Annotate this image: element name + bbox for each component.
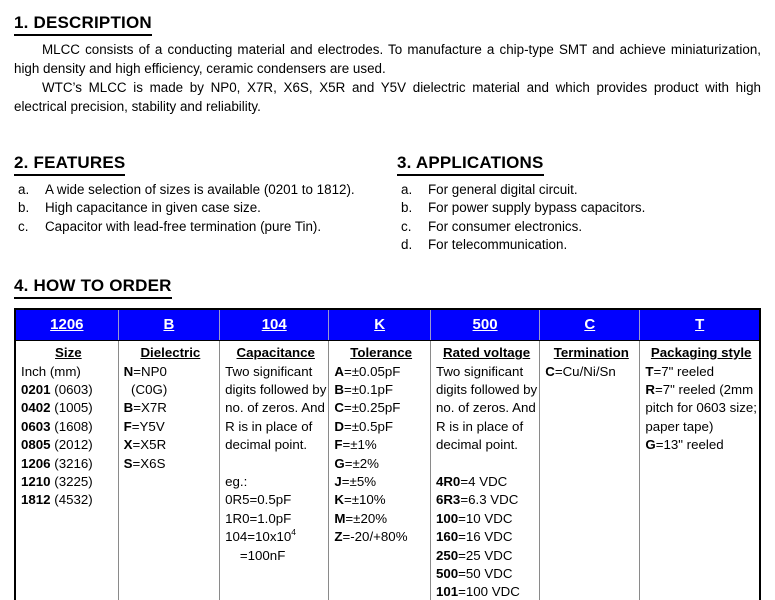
cell-line xyxy=(436,455,537,473)
features-heading-text: 2. FEATURES xyxy=(14,152,125,176)
cell-line xyxy=(21,363,116,381)
text-segment: G xyxy=(334,455,345,471)
column-title xyxy=(225,344,326,362)
list-item-text: Capacitor with lead-free termination (pure Tin). xyxy=(45,218,322,234)
text-segment: =X6S xyxy=(132,455,166,471)
text-segment: N xyxy=(123,363,134,379)
cell-line xyxy=(21,491,116,509)
cell-line xyxy=(645,399,757,417)
text-segment: =X7R xyxy=(133,400,167,416)
text-segment: J xyxy=(334,474,342,490)
order-code-label: 104 xyxy=(261,316,287,334)
list-item xyxy=(401,181,761,199)
column-title xyxy=(645,344,757,362)
cell-line xyxy=(645,418,757,436)
text-segment: =25 VDC xyxy=(458,547,513,563)
text-segment: T xyxy=(645,363,654,379)
column-title xyxy=(334,344,428,362)
cell-line xyxy=(124,418,217,436)
column-title-text: Tolerance xyxy=(350,345,413,361)
text-segment: =7" reeled xyxy=(653,363,715,379)
how-to-order-heading-text: 4. HOW TO ORDER xyxy=(14,275,172,299)
cell-line xyxy=(124,363,217,381)
text-segment: =4 VDC xyxy=(460,474,508,490)
cell-line xyxy=(436,491,537,509)
cell-line xyxy=(545,363,637,381)
text-segment: =±5% xyxy=(341,474,377,490)
text-segment: =±0.25pF xyxy=(343,400,401,416)
cell-line xyxy=(21,473,116,491)
text-segment: (0603) xyxy=(50,382,93,397)
order-column-termination xyxy=(540,341,640,600)
cell-line xyxy=(124,399,217,417)
text-segment: Two significant xyxy=(435,363,524,379)
text-segment: 500 xyxy=(435,566,459,582)
list-item xyxy=(401,236,761,254)
text-segment: B xyxy=(123,400,134,416)
cell-line xyxy=(225,418,326,436)
text-segment: =-20/+80% xyxy=(342,529,408,545)
text-segment: 0603 xyxy=(21,418,51,434)
text-segment: R xyxy=(645,382,655,397)
cell-line xyxy=(21,418,116,436)
text-segment: decimal point. xyxy=(225,437,308,453)
cell-line xyxy=(124,381,217,399)
column-title-text: Capacitance xyxy=(236,345,315,361)
list-item-text: High capacitance in given case size. xyxy=(45,200,261,216)
column-title xyxy=(545,344,637,362)
text-segment: A xyxy=(334,363,344,379)
cell-line xyxy=(645,363,757,381)
text-segment: B xyxy=(334,382,344,397)
cell-line xyxy=(334,491,428,509)
text-segment: =±0.5pF xyxy=(343,418,394,434)
column-title-text: Rated voltage xyxy=(442,345,531,361)
text-segment: decimal point. xyxy=(435,437,518,453)
text-segment: C xyxy=(334,400,344,416)
list-item-text: For general digital circuit. xyxy=(428,182,578,197)
text-segment: =±0.1pF xyxy=(343,382,394,397)
cell-line xyxy=(436,547,537,565)
order-code-cell-k xyxy=(329,309,431,341)
features-heading xyxy=(14,152,397,176)
text-segment: K xyxy=(334,492,344,508)
column-title xyxy=(21,344,116,362)
text-segment: C xyxy=(545,363,555,379)
text-segment: (2012) xyxy=(50,437,93,453)
cell-line xyxy=(436,436,537,454)
cell-line xyxy=(436,473,537,491)
text-segment: digits followed by xyxy=(435,382,538,397)
order-code-label: 500 xyxy=(472,316,498,334)
list-item xyxy=(401,218,761,236)
text-segment: R is in place of xyxy=(225,418,313,434)
cell-line xyxy=(436,528,537,546)
text-segment: (1608) xyxy=(50,418,93,434)
cell-line xyxy=(225,363,326,381)
order-code-label: B xyxy=(163,316,175,334)
cell-line xyxy=(334,510,428,528)
text-segment: R is in place of xyxy=(435,418,524,434)
text-segment: Two significant xyxy=(225,363,313,379)
column-title-text: Termination xyxy=(553,345,629,361)
text-segment: =±2% xyxy=(344,455,379,471)
text-segment: 1210 xyxy=(21,474,51,490)
text-segment: 1812 xyxy=(21,492,51,508)
order-column-packaging-style xyxy=(640,341,760,600)
text-segment: =Cu/Ni/Sn xyxy=(554,363,616,379)
text-segment: 4 xyxy=(291,526,296,537)
text-segment: pitch for 0603 size; xyxy=(645,400,757,416)
description-body xyxy=(14,40,761,116)
cell-line xyxy=(334,418,428,436)
description-paragraph-1: MLCC consists of a conducting material and electrodes. To manufacture a chip-type SMT and achieve miniaturization, high density and high efficiency, ceramic condensers are used. xyxy=(14,42,761,76)
list-item-text: For telecommunication. xyxy=(428,236,568,252)
text-segment: =13" reeled xyxy=(655,437,724,453)
cell-line xyxy=(436,363,537,381)
text-segment: paper tape) xyxy=(645,418,714,434)
text-segment: (1005) xyxy=(50,400,93,416)
list-item xyxy=(18,199,397,217)
text-segment: F xyxy=(123,418,132,434)
column-title xyxy=(124,344,217,362)
cell-line xyxy=(225,455,326,473)
cell-line xyxy=(124,455,217,473)
list-item-label: d. xyxy=(401,236,413,252)
column-title-text: Packaging style xyxy=(650,345,752,361)
text-segment: =10 VDC xyxy=(458,510,513,526)
order-code-cell-b xyxy=(118,309,219,341)
cell-line xyxy=(124,436,217,454)
cell-line xyxy=(225,528,326,546)
column-title xyxy=(436,344,537,362)
cell-line xyxy=(21,381,116,399)
list-item-label: b. xyxy=(18,200,30,216)
order-column-tolerance xyxy=(329,341,431,600)
cell-line xyxy=(334,381,428,399)
text-segment: =±10% xyxy=(343,492,386,508)
text-segment: (3225) xyxy=(50,474,93,490)
text-segment: 0805 xyxy=(21,437,51,453)
list-item-text: A wide selection of sizes is available (0201 to 1812). xyxy=(45,182,355,197)
text-segment: =X5R xyxy=(132,437,167,453)
features-list xyxy=(14,181,397,236)
cell-line xyxy=(334,436,428,454)
order-code-cell-104 xyxy=(220,309,329,341)
description-heading-text: 1. DESCRIPTION xyxy=(14,12,152,36)
cell-line xyxy=(436,565,537,583)
text-segment: X xyxy=(123,437,133,453)
text-segment: 0402 xyxy=(21,400,51,416)
text-segment: =100nF xyxy=(225,547,286,563)
cell-line xyxy=(225,510,326,528)
text-segment: (C0G) xyxy=(123,382,168,397)
cell-line xyxy=(225,381,326,399)
order-code-label: T xyxy=(695,316,705,334)
text-segment: =±20% xyxy=(345,510,388,526)
order-column-rated-voltage xyxy=(430,341,539,600)
cell-line xyxy=(334,363,428,381)
features-applications-row xyxy=(14,152,761,254)
cell-line xyxy=(334,455,428,473)
text-segment: 104=10x10 xyxy=(225,529,292,545)
order-column-size xyxy=(15,341,118,600)
text-segment: no. of zeros. And xyxy=(225,400,325,416)
column-title-text: Size xyxy=(55,345,82,361)
list-item xyxy=(18,181,397,199)
list-item-label: b. xyxy=(401,200,413,216)
how-to-order-heading xyxy=(14,275,761,299)
cell-line xyxy=(225,547,326,565)
order-code-row xyxy=(15,309,760,341)
cell-line xyxy=(225,399,326,417)
text-segment: =NP0 xyxy=(133,363,167,379)
text-segment: 0201 xyxy=(21,382,51,397)
text-segment: 6R3 xyxy=(435,492,461,508)
cell-line xyxy=(21,455,116,473)
text-segment: 250 xyxy=(435,547,459,563)
text-segment: no. of zeros. And xyxy=(435,400,536,416)
order-code-label: K xyxy=(374,316,386,334)
cell-line xyxy=(436,510,537,528)
text-segment: 1R0=1.0pF xyxy=(225,510,292,526)
text-segment: (3216) xyxy=(50,455,93,471)
text-segment: 4R0 xyxy=(435,474,461,490)
list-item-label: a. xyxy=(401,182,413,197)
text-segment: M xyxy=(334,510,346,526)
cell-line xyxy=(334,473,428,491)
cell-line xyxy=(436,399,537,417)
cell-line xyxy=(225,436,326,454)
cell-line xyxy=(436,418,537,436)
text-segment: F xyxy=(334,437,343,453)
cell-line xyxy=(334,399,428,417)
applications-section xyxy=(397,152,761,254)
text-segment: D xyxy=(334,418,344,434)
cell-line xyxy=(436,583,537,600)
text-segment: =100 VDC xyxy=(458,584,520,600)
order-code-cell-t xyxy=(640,309,760,341)
cell-line xyxy=(21,399,116,417)
text-segment: Inch (mm) xyxy=(21,363,81,379)
cell-line xyxy=(436,381,537,399)
cell-line xyxy=(645,436,757,454)
text-segment: eg.: xyxy=(225,474,248,490)
text-segment: 100 xyxy=(435,510,459,526)
order-code-label: C xyxy=(584,316,596,334)
column-title-text: Dielectric xyxy=(140,345,201,361)
order-column-capacitance xyxy=(220,341,329,600)
cell-line xyxy=(334,528,428,546)
list-item-text: For consumer electronics. xyxy=(428,218,583,234)
text-segment: 160 xyxy=(435,529,459,545)
text-segment: =Y5V xyxy=(131,418,165,434)
order-code-cell-500 xyxy=(430,309,539,341)
cell-line xyxy=(645,381,757,399)
text-segment: =50 VDC xyxy=(458,566,513,582)
applications-heading xyxy=(397,152,761,176)
list-item xyxy=(18,218,397,236)
description-paragraph-2: WTC’s MLCC is made by NP0, X7R, X6S, X5R and Y5V dielectric material and which provides product with high electrical precision, stability and reliability. xyxy=(14,80,761,114)
list-item xyxy=(401,199,761,217)
order-column-dielectric xyxy=(118,341,219,600)
order-detail-row xyxy=(15,341,760,600)
text-segment: =16 VDC xyxy=(458,529,513,545)
list-item-label: c. xyxy=(18,218,29,234)
list-item-label: a. xyxy=(18,182,30,197)
text-segment: =7" reeled (2mm xyxy=(654,382,754,397)
order-code-cell-c xyxy=(540,309,640,341)
cell-line xyxy=(225,491,326,509)
applications-list xyxy=(397,181,761,254)
text-segment: S xyxy=(123,455,133,471)
list-item-text: For power supply bypass capacitors. xyxy=(428,200,646,216)
text-segment: Z xyxy=(334,529,343,545)
text-segment: 1206 xyxy=(21,455,51,471)
text-segment: digits followed by xyxy=(225,382,327,397)
text-segment: =6.3 VDC xyxy=(460,492,519,508)
order-code-label: 1206 xyxy=(50,316,84,334)
text-segment: 0R5=0.5pF xyxy=(225,492,292,508)
description-heading xyxy=(14,12,761,36)
text-segment: G xyxy=(645,437,656,453)
order-code-table xyxy=(14,308,761,600)
order-code-cell-1206 xyxy=(15,309,118,341)
features-section xyxy=(14,152,397,254)
text-segment: (4532) xyxy=(50,492,93,508)
cell-line xyxy=(225,473,326,491)
text-segment: =±0.05pF xyxy=(343,363,401,379)
text-segment: 101 xyxy=(435,584,459,600)
text-segment: =±1% xyxy=(342,437,377,453)
list-item-label: c. xyxy=(401,218,412,234)
cell-line xyxy=(21,436,116,454)
applications-heading-text: 3. APPLICATIONS xyxy=(397,152,544,176)
